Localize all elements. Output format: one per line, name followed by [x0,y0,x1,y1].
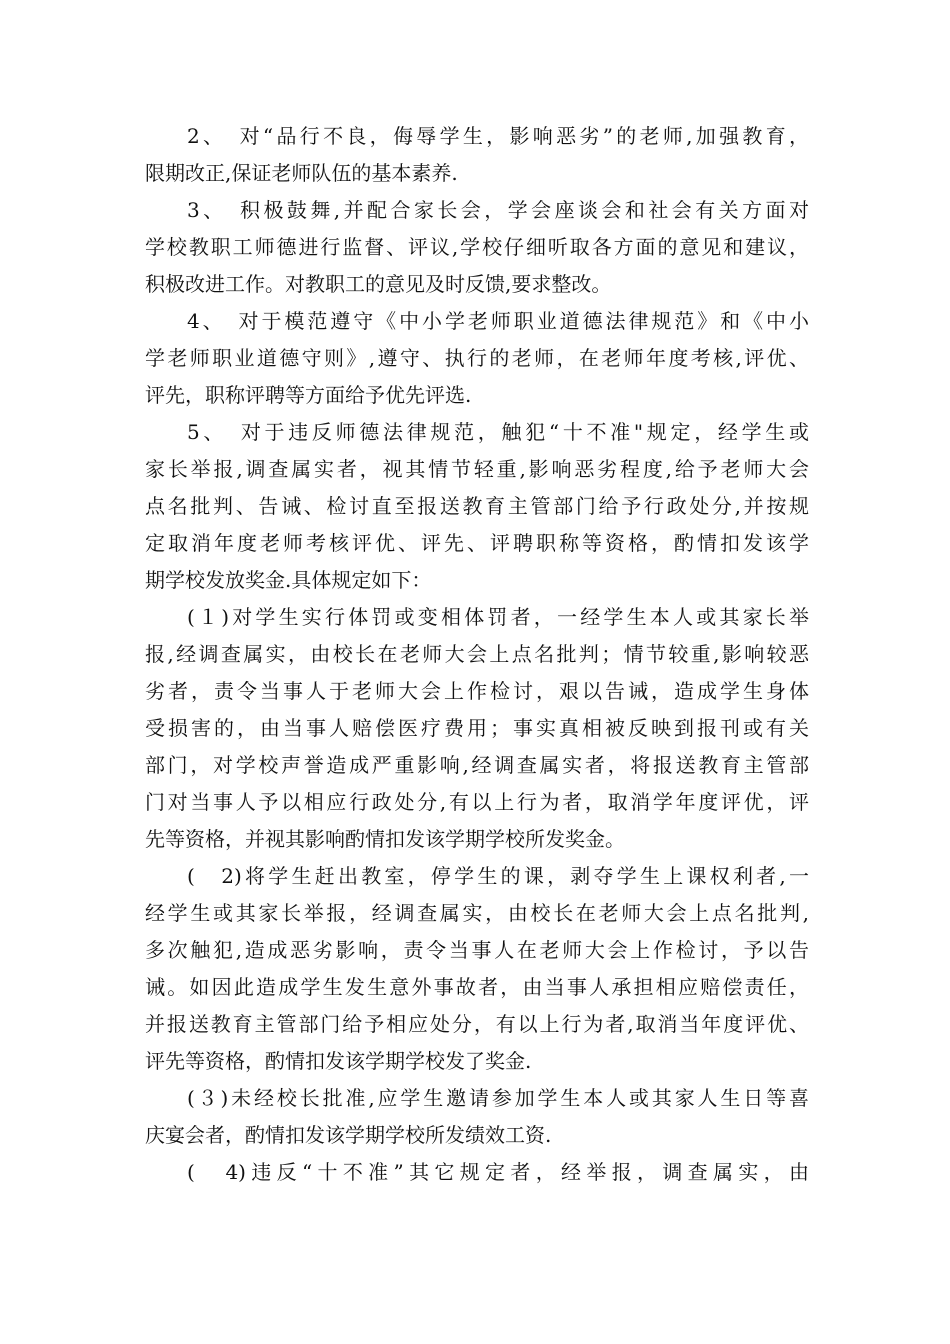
text-line: 庆宴会者，酌情扣发该学期学校所发绩效工资. [145,1123,552,1147]
document-body [145,118,809,1191]
paragraph-item-4 [145,303,809,414]
text-line: 并报送教育主管部门给予相应处分，有以上行为者,取消当年度评优、 [145,1012,809,1036]
text-line: 经学生或其家长举报，经调查属实，由校长在老师大会上点名批判, [145,901,809,925]
text-line: 2、 对“品行不良，侮辱学生，影响恶劣”的老师,加强教育， [187,124,809,148]
paragraph-item-3 [145,192,809,303]
text-line: 先等资格，并视其影响酌情扣发该学期学校所发奖金。 [145,827,625,851]
text-line: 3、 积极鼓舞,并配合家长会，学会座谈会和社会有关方面对 [187,198,809,222]
text-line: 评先，职称评聘等方面给予优先评选. [145,383,472,407]
text-line: 定取消年度老师考核评优、评先、评聘职称等资格，酌情扣发该学 [145,531,809,555]
text-line: 学校教职工师德进行监督、评议,学校仔细听取各方面的意见和建议， [145,235,809,259]
text-line: 诫。如因此造成学生发生意外事故者，由当事人承担相应赔偿责任， [145,975,809,999]
text-line: (１)对学生实行体罚或变相体罚者，一经学生本人或其家长举 [187,605,809,629]
paragraph-sub-2 [145,858,809,1080]
text-line: 4、 对于模范遵守《中小学老师职业道德法律规范》和《中小 [187,309,809,333]
text-line: 5、 对于违反师德法律规范，触犯“十不准"规定，经学生或 [187,420,809,444]
text-line: 门对当事人予以相应行政处分,有以上行为者，取消学年度评优，评 [145,790,809,814]
text-line: 劣者，责令当事人于老师大会上作检讨，艰以告诫，造成学生身体 [145,679,809,703]
text-line: 多次触犯,造成恶劣影响，责令当事人在老师大会上作检讨，予以告 [145,938,809,962]
text-line: 部门，对学校声誉造成严重影响,经调查属实者，将报送教育主管部 [145,753,809,777]
text-line: 点名批判、告诫、检讨直至报送教育主管部门给予行政处分,并按规 [145,494,809,518]
text-line: ( 4)违反“十不准”其它规定者，经举报，调查属实，由 [187,1160,809,1184]
text-line: 学老师职业道德守则》,遵守、执行的老师，在老师年度考核,评优、 [145,346,809,370]
paragraph-sub-4 [145,1154,809,1191]
paragraph-sub-1 [145,599,809,858]
paragraph-item-5 [145,414,809,599]
paragraph-item-2 [145,118,809,192]
text-line: 报,经调查属实，由校长在老师大会上点名批判；情节较重,影响较恶 [145,642,809,666]
text-line: 期学校发放奖金.具体规定如下： [145,568,432,592]
text-line: 家长举报,调查属实者，视其情节轻重,影响恶劣程度,给予老师大会 [145,457,809,481]
text-line: 积极改进工作。对教职工的意见及时反馈,要求整改。 [145,272,612,296]
text-line: (３)未经校长批准,应学生邀请参加学生本人或其家人生日等喜 [187,1086,809,1110]
text-line: 受损害的，由当事人赔偿医疗费用；事实真相被反映到报刊或有关 [145,716,809,740]
text-line: ( 2)将学生赶出教室，停学生的课，剥夺学生上课权利者,一 [187,864,809,888]
paragraph-sub-3 [145,1080,809,1154]
text-line: 限期改正,保证老师队伍的基本素养. [145,161,458,185]
text-line: 评先等资格，酌情扣发该学期学校发了奖金. [145,1049,532,1073]
